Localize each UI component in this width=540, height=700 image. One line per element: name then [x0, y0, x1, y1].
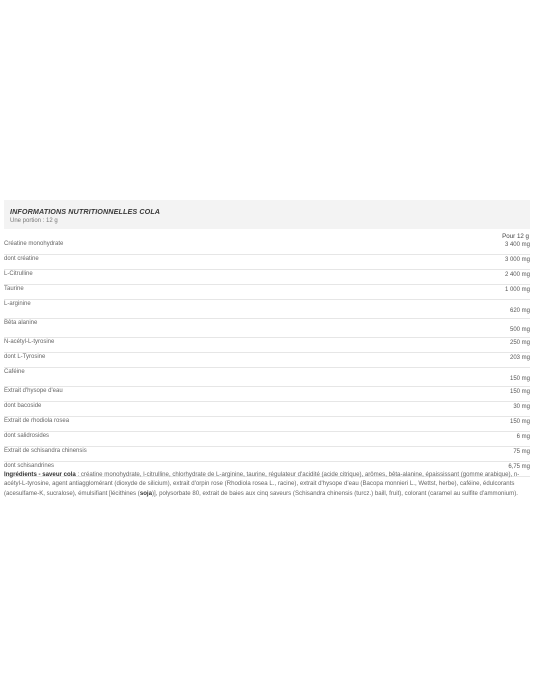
row-name: L-arginine [4, 301, 31, 307]
nutrition-panel [0, 200, 540, 497]
row-name: Créatine monohydrate [4, 241, 64, 247]
row-value: 6 mg [516, 434, 530, 440]
nutrition-title: INFORMATIONS NUTRITIONNELLES COLA [10, 207, 161, 216]
row-value: 75 mg [513, 449, 530, 455]
row-name: dont salidrosides [4, 433, 50, 439]
table-row [4, 300, 530, 319]
row-value: 150 mg [509, 389, 530, 395]
table-row [4, 285, 530, 300]
row-name: Taurine [4, 286, 24, 292]
row-name: Extrait de rhodiola rosea [4, 418, 70, 424]
row-name: Bêta alanine [4, 320, 38, 326]
row-value: 150 mg [509, 376, 530, 382]
nutrition-table [4, 240, 530, 477]
row-name: L-Citrulline [4, 271, 33, 277]
row-value: 3 400 mg [504, 242, 530, 248]
nutrition-header [4, 200, 530, 229]
row-name: Extrait d'hysope d'eau [4, 388, 63, 394]
row-value: 2 400 mg [504, 272, 530, 278]
ingredients-list-end: )], polysorbate 80, extrait de baies aux cinq saveurs (Schisandra chinensis (turcz.) baill, fruit), colorant (caramel au sulfite d'ammonium). [152, 489, 518, 497]
allergen-highlight: soja [139, 489, 153, 497]
serving-size: Une portion : 12 g [10, 218, 58, 224]
table-row [4, 338, 530, 353]
table-row [4, 387, 530, 402]
row-value: 250 mg [509, 340, 530, 346]
table-row [4, 270, 530, 285]
row-value: 6,75 mg [508, 464, 530, 470]
row-value: 3 000 mg [504, 257, 530, 263]
ingredients-label: Ingrédients - saveur cola [4, 471, 76, 479]
table-row [4, 417, 530, 432]
table-row [4, 432, 530, 447]
row-name: dont L-Tyrosine [4, 354, 46, 360]
table-row [4, 368, 530, 387]
row-value: 150 mg [509, 419, 530, 425]
row-value: 500 mg [509, 327, 530, 333]
ingredients-list: : créatine monohydrate, l-citrulline, chlorhydrate de L-arginine, taurine, régulateur d'acidité (acide citrique), arômes, bêta-alanine, épaississant (gomme arabique), n-acétyl-L-tyrosine, agent antiagglomérant (dioxyde de silicium), extrait d'orpin rose (Rhodiola rosea L., racine), extrait d'hysope d'eau (Bacopa monnieri L., Wettst, herbe), caféine, édulcorants (acesulfame-K, sucralose), émulsifiant [lécithines ( [4, 471, 520, 497]
table-row [4, 240, 530, 255]
ingredients-text [4, 470, 530, 498]
row-name: Extrait de schisandra chinensis [4, 448, 87, 454]
row-value: 203 mg [509, 355, 530, 361]
table-row [4, 447, 530, 462]
column-header: Pour 12 g [502, 233, 529, 240]
row-name: Caféine [4, 369, 25, 375]
table-row [4, 319, 530, 338]
table-row [4, 353, 530, 368]
row-value: 620 mg [509, 308, 530, 314]
row-name: N-acétyl-L-tyrosine [4, 339, 55, 345]
table-row [4, 402, 530, 417]
row-value: 30 mg [513, 404, 530, 410]
row-name: dont créatine [4, 256, 39, 262]
row-value: 1 000 mg [504, 287, 530, 293]
table-row [4, 255, 530, 270]
row-name: dont bacoside [4, 403, 42, 409]
row-name: dont schisandrines [4, 463, 55, 469]
